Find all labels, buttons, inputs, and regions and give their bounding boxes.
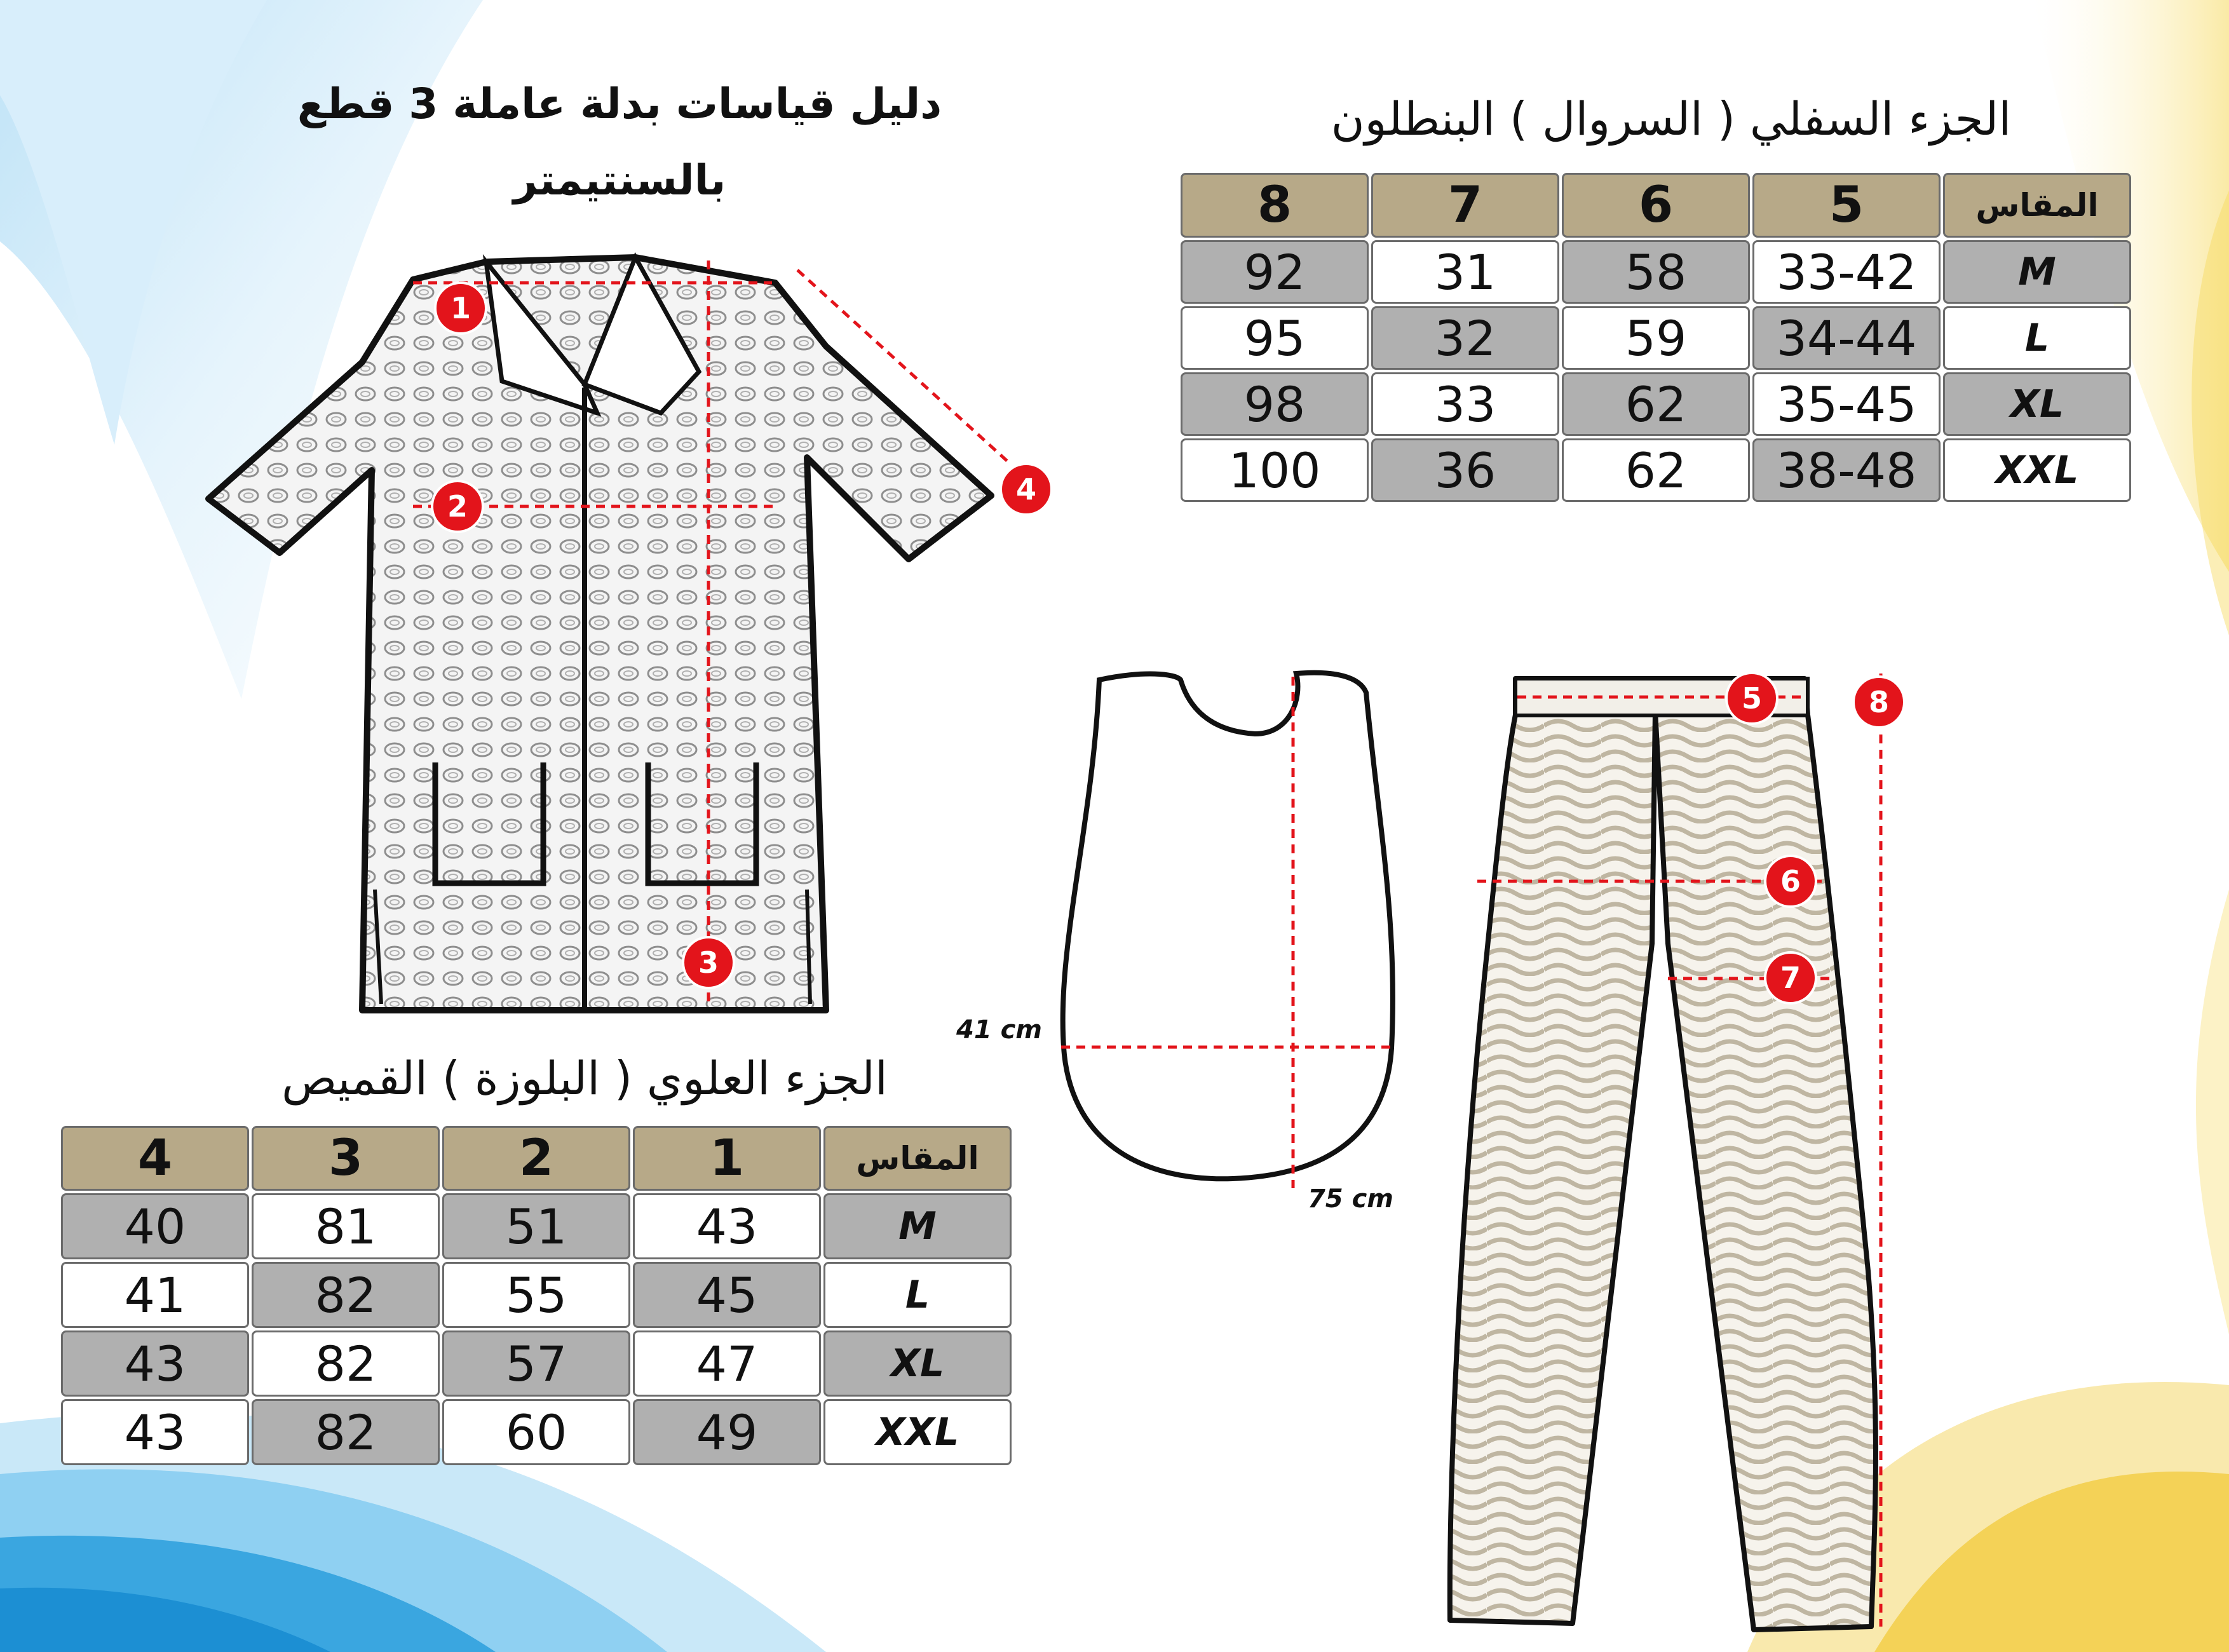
size-cell: M: [823, 1193, 1012, 1259]
table-cell: 62: [1562, 372, 1750, 436]
shirt-illustration: [191, 241, 1080, 1042]
table-header-row: [1181, 173, 2131, 238]
table-cell: 34-44: [1752, 306, 1941, 370]
header-cell-size: المقاس: [1943, 173, 2131, 238]
marker-7-label: 7: [1780, 961, 1801, 995]
apron-illustration: [1042, 654, 1423, 1226]
table-cell: 82: [252, 1262, 440, 1328]
marker-4-label: 4: [1015, 472, 1037, 506]
marker-8: [1850, 674, 1907, 731]
table-cell: 55: [442, 1262, 630, 1328]
table-cell: 41: [61, 1262, 249, 1328]
header-cell: 6: [1562, 173, 1750, 238]
size-cell: XL: [823, 1330, 1012, 1397]
page-subtitle-unit: بالسنتيمتر: [513, 156, 726, 205]
table-row: [1181, 372, 2131, 436]
header-cell: 7: [1371, 173, 1559, 238]
table-cell: 82: [252, 1399, 440, 1465]
table-header-row: [61, 1126, 1012, 1191]
pants-size-table: [1178, 170, 2134, 504]
marker-5: [1723, 670, 1780, 727]
table-cell: 58: [1562, 240, 1750, 304]
table-cell: 43: [61, 1330, 249, 1397]
size-cell: L: [823, 1262, 1012, 1328]
marker-6-label: 6: [1780, 864, 1801, 898]
table-cell: 40: [61, 1193, 249, 1259]
marker-2-label: 2: [447, 489, 468, 524]
header-cell-size: المقاس: [823, 1126, 1012, 1191]
header-cell: 5: [1752, 173, 1941, 238]
apron-width-label: 41 cm: [956, 1015, 1042, 1045]
table-cell: 32: [1371, 306, 1559, 370]
marker-1-label: 1: [450, 291, 471, 325]
table-row: [61, 1262, 1012, 1328]
table-row: [61, 1399, 1012, 1465]
size-cell: XXL: [823, 1399, 1012, 1465]
pants-illustration: [1436, 661, 1906, 1639]
table-cell: 62: [1562, 438, 1750, 502]
table-cell: 45: [633, 1262, 821, 1328]
header-cell: 3: [252, 1126, 440, 1191]
table-cell: 33-42: [1752, 240, 1941, 304]
marker-3-label: 3: [698, 945, 719, 980]
table-cell: 35-45: [1752, 372, 1941, 436]
table-cell: 51: [442, 1193, 630, 1259]
table-cell: 36: [1371, 438, 1559, 502]
table-row: [1181, 306, 2131, 370]
marker-8-label: 8: [1868, 685, 1890, 719]
table-cell: 98: [1181, 372, 1369, 436]
shirt-size-table: [58, 1123, 1014, 1468]
table-cell: 43: [633, 1193, 821, 1259]
table-cell: 57: [442, 1330, 630, 1397]
table-row: [61, 1193, 1012, 1259]
table-cell: 33: [1371, 372, 1559, 436]
table-cell: 43: [61, 1399, 249, 1465]
marker-3: [680, 934, 737, 991]
table-cell: 81: [252, 1193, 440, 1259]
size-cell: L: [1943, 306, 2131, 370]
marker-4: [998, 461, 1055, 518]
table-cell: 100: [1181, 438, 1369, 502]
shirt-section-title: الجزء العلوي ( البلوزة ) القميص: [281, 1052, 888, 1105]
header-cell: 4: [61, 1126, 249, 1191]
header-cell: 1: [633, 1126, 821, 1191]
size-cell: M: [1943, 240, 2131, 304]
pants-section-title: الجزء السفلي ( السروال ) البنطلون: [1331, 92, 2012, 146]
apron-length-label: 75 cm: [1308, 1184, 1393, 1214]
table-row: [1181, 240, 2131, 304]
table-cell: 95: [1181, 306, 1369, 370]
header-cell: 8: [1181, 173, 1369, 238]
table-cell: 31: [1371, 240, 1559, 304]
marker-6: [1762, 853, 1819, 910]
marker-1: [432, 280, 489, 337]
table-cell: 60: [442, 1399, 630, 1465]
table-cell: 92: [1181, 240, 1369, 304]
table-cell: 38-48: [1752, 438, 1941, 502]
page-title: دليل قياسات بدلة عاملة 3 قطع: [297, 79, 942, 128]
table-row: [61, 1330, 1012, 1397]
table-cell: 59: [1562, 306, 1750, 370]
marker-5-label: 5: [1741, 681, 1763, 715]
table-cell: 49: [633, 1399, 821, 1465]
marker-2: [429, 478, 486, 535]
size-cell: XL: [1943, 372, 2131, 436]
table-cell: 82: [252, 1330, 440, 1397]
marker-7: [1762, 949, 1819, 1006]
header-cell: 2: [442, 1126, 630, 1191]
size-cell: XXL: [1943, 438, 2131, 502]
table-cell: 47: [633, 1330, 821, 1397]
table-row: [1181, 438, 2131, 502]
